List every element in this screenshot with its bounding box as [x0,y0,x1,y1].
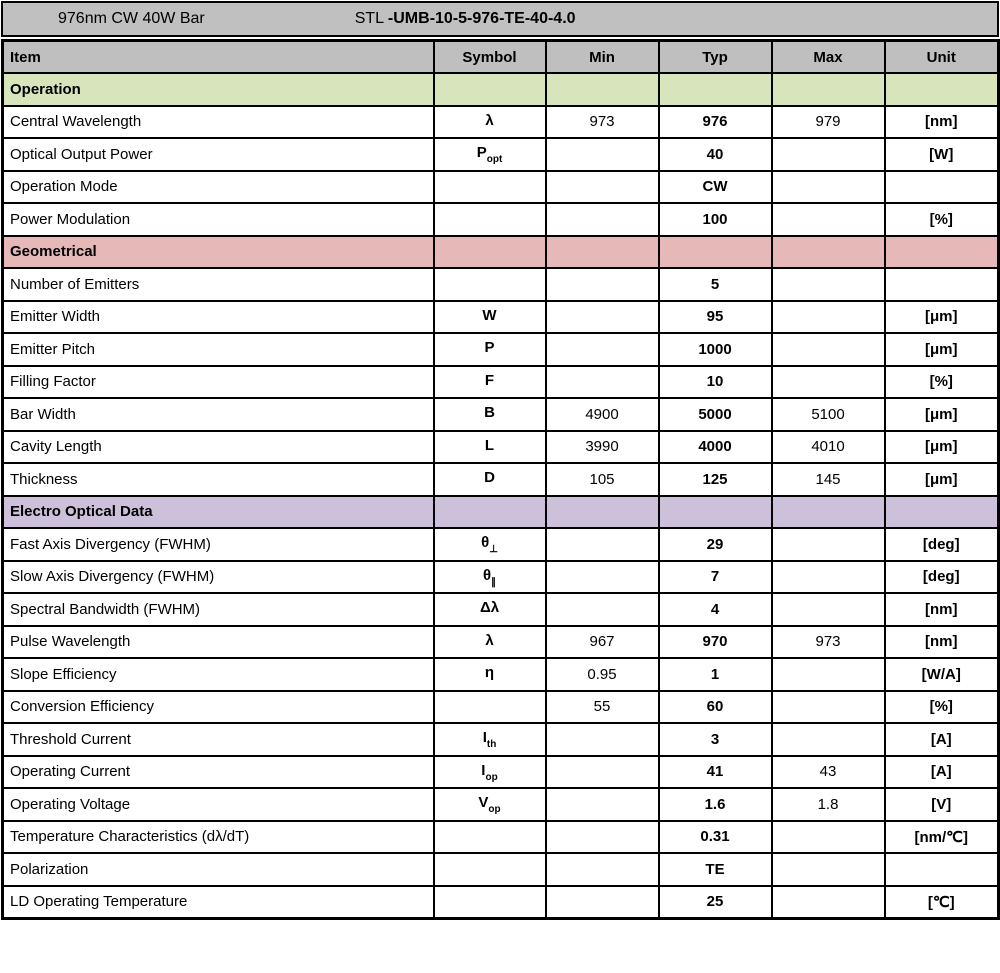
spec-row [3,821,999,854]
section-empty-cell [659,236,772,269]
item-cell: Emitter Width [3,301,434,334]
item-cell: Slow Axis Divergency (FWHM) [3,561,434,594]
symbol-text: I [481,761,486,779]
section-empty-cell [885,73,999,106]
column-header-row [3,41,999,74]
symbol-cell [434,203,546,236]
item-cell: Polarization [3,853,434,886]
min-cell: 0.95 [546,658,659,691]
item-cell: Temperature Characteristics (dλ/dT) [3,821,434,854]
typ-cell: 970 [659,626,772,659]
model-number [355,10,576,28]
symbol-subscript: op [488,804,501,816]
item-cell: Conversion Efficiency [3,691,434,724]
max-cell [772,723,885,756]
spec-row [3,431,999,464]
symbol-text: I [482,729,487,747]
symbol-cell [434,561,546,594]
symbol-cell [434,528,546,561]
typ-cell: TE [659,853,772,886]
symbol-text: λ [485,631,494,649]
max-cell [772,528,885,561]
max-cell [772,593,885,626]
min-cell: 4900 [546,398,659,431]
item-cell: Fast Axis Divergency (FWHM) [3,528,434,561]
typ-cell: 5 [659,268,772,301]
section-row [3,236,999,269]
symbol-cell [434,398,546,431]
unit-cell [885,853,999,886]
spec-row [3,886,999,919]
item-cell: Pulse Wavelength [3,626,434,659]
max-cell: 5100 [772,398,885,431]
max-cell [772,366,885,399]
symbol-cell [434,463,546,496]
spec-row [3,333,999,366]
item-cell: Power Modulation [3,203,434,236]
spec-row [3,366,999,399]
max-cell [772,138,885,171]
typ-cell: 0.31 [659,821,772,854]
typ-cell: 25 [659,886,772,919]
symbol-text: B [484,404,495,422]
column-header-symbol: Symbol [434,41,546,74]
item-cell: Central Wavelength [3,106,434,139]
typ-cell: 976 [659,106,772,139]
unit-cell [885,268,999,301]
symbol-text: D [484,469,495,487]
unit-cell: [μm] [885,333,999,366]
section-empty-cell [434,496,546,529]
symbol-cell [434,723,546,756]
symbol-subscript: opt [486,154,503,166]
section-row [3,496,999,529]
min-cell [546,853,659,886]
symbol-cell [434,138,546,171]
unit-cell: [%] [885,366,999,399]
typ-cell: CW [659,171,772,204]
typ-cell: 41 [659,756,772,789]
typ-cell: 3 [659,723,772,756]
typ-cell: 10 [659,366,772,399]
min-cell [546,723,659,756]
column-header-max: Max [772,41,885,74]
unit-cell: [W/A] [885,658,999,691]
spec-row [3,658,999,691]
item-cell: Filling Factor [3,366,434,399]
typ-cell: 5000 [659,398,772,431]
model-code: -UMB-10-5-976-TE-40-4.0 [387,10,576,27]
typ-cell: 60 [659,691,772,724]
min-cell: 973 [546,106,659,139]
unit-cell: [A] [885,723,999,756]
unit-cell: [μm] [885,463,999,496]
section-empty-cell [772,236,885,269]
min-cell [546,788,659,821]
symbol-cell [434,853,546,886]
symbol-subscript: th [486,739,497,751]
item-cell: Bar Width [3,398,434,431]
unit-cell: [deg] [885,528,999,561]
symbol-cell [434,333,546,366]
item-cell: Operating Current [3,756,434,789]
spec-row [3,171,999,204]
min-cell: 3990 [546,431,659,464]
spec-row [3,528,999,561]
max-cell [772,171,885,204]
max-cell: 4010 [772,431,885,464]
spec-row [3,788,999,821]
unit-cell: [deg] [885,561,999,594]
item-cell: Cavity Length [3,431,434,464]
unit-cell: [A] [885,756,999,789]
item-cell: Operating Voltage [3,788,434,821]
typ-cell: 4 [659,593,772,626]
section-empty-cell [659,496,772,529]
column-header-unit: Unit [885,41,999,74]
unit-cell: [nm] [885,626,999,659]
item-cell: Operation Mode [3,171,434,204]
column-header-min: Min [546,41,659,74]
section-row [3,73,999,106]
symbol-subscript: ∥ [491,576,497,588]
spec-row [3,593,999,626]
symbol-cell [434,268,546,301]
symbol-cell [434,788,546,821]
symbol-cell [434,431,546,464]
symbol-text: Δλ [479,599,500,617]
symbol-text: θ [482,566,492,584]
symbol-text: W [482,306,497,324]
symbol-cell [434,886,546,919]
spec-row [3,106,999,139]
min-cell [546,528,659,561]
item-cell: Optical Output Power [3,138,434,171]
symbol-cell [434,626,546,659]
symbol-text: λ [485,111,494,129]
max-cell [772,658,885,691]
item-cell: Emitter Pitch [3,333,434,366]
max-cell: 973 [772,626,885,659]
unit-cell: [nm/℃] [885,821,999,854]
section-label: Electro Optical Data [3,496,434,529]
min-cell [546,756,659,789]
min-cell [546,268,659,301]
product-title: 976nm CW 40W Bar [58,10,205,27]
spec-row [3,463,999,496]
symbol-text: P [484,339,495,357]
max-cell [772,691,885,724]
datasheet [1,1,999,920]
section-empty-cell [885,236,999,269]
symbol-subscript: op [485,771,498,783]
column-header-item: Item [3,41,434,74]
symbol-text: P [476,144,487,162]
typ-cell: 1 [659,658,772,691]
typ-cell: 29 [659,528,772,561]
min-cell: 105 [546,463,659,496]
unit-cell: [μm] [885,398,999,431]
item-cell: Spectral Bandwidth (FWHM) [3,593,434,626]
min-cell [546,333,659,366]
typ-cell: 7 [659,561,772,594]
symbol-subscript: ⊥ [489,544,498,556]
spec-row [3,203,999,236]
symbol-cell [434,301,546,334]
max-cell [772,821,885,854]
item-cell: LD Operating Temperature [3,886,434,919]
section-label: Operation [3,73,434,106]
typ-cell: 100 [659,203,772,236]
title-bar [1,1,999,37]
unit-cell [885,171,999,204]
unit-cell: [μm] [885,431,999,464]
min-cell [546,301,659,334]
max-cell [772,853,885,886]
max-cell: 1.8 [772,788,885,821]
unit-cell: [%] [885,203,999,236]
spec-row [3,626,999,659]
symbol-cell [434,756,546,789]
min-cell: 55 [546,691,659,724]
unit-cell: [℃] [885,886,999,919]
section-empty-cell [434,73,546,106]
section-label: Geometrical [3,236,434,269]
min-cell [546,886,659,919]
spec-table [1,39,1000,920]
min-cell [546,561,659,594]
unit-cell: [μm] [885,301,999,334]
spec-row [3,723,999,756]
min-cell [546,171,659,204]
unit-cell: [V] [885,788,999,821]
section-empty-cell [546,236,659,269]
symbol-text: L [484,436,495,454]
typ-cell: 95 [659,301,772,334]
symbol-text: V [478,794,489,812]
spec-row [3,301,999,334]
symbol-text: η [484,664,495,682]
max-cell [772,301,885,334]
spec-row [3,138,999,171]
spec-row [3,561,999,594]
column-header-typ: Typ [659,41,772,74]
max-cell [772,561,885,594]
section-empty-cell [772,73,885,106]
symbol-cell [434,821,546,854]
symbol-cell [434,366,546,399]
typ-cell: 40 [659,138,772,171]
unit-cell: [nm] [885,593,999,626]
section-empty-cell [885,496,999,529]
min-cell: 967 [546,626,659,659]
unit-cell: [nm] [885,106,999,139]
item-cell: Number of Emitters [3,268,434,301]
max-cell [772,333,885,366]
item-cell: Threshold Current [3,723,434,756]
min-cell [546,138,659,171]
spec-row [3,756,999,789]
spec-row [3,398,999,431]
spec-table-body [3,73,999,918]
symbol-cell [434,658,546,691]
typ-cell: 125 [659,463,772,496]
max-cell [772,203,885,236]
min-cell [546,203,659,236]
item-cell: Slope Efficiency [3,658,434,691]
spec-row [3,853,999,886]
symbol-cell [434,106,546,139]
unit-cell: [W] [885,138,999,171]
section-empty-cell [546,496,659,529]
section-empty-cell [659,73,772,106]
typ-cell: 1000 [659,333,772,366]
min-cell [546,821,659,854]
section-empty-cell [546,73,659,106]
model-prefix: STL [354,10,388,27]
symbol-text: F [484,371,495,389]
symbol-cell [434,593,546,626]
spec-row [3,691,999,724]
section-empty-cell [772,496,885,529]
spec-row [3,268,999,301]
symbol-cell [434,171,546,204]
symbol-text: θ [481,534,490,552]
typ-cell: 4000 [659,431,772,464]
min-cell [546,366,659,399]
section-empty-cell [434,236,546,269]
unit-cell: [%] [885,691,999,724]
max-cell [772,268,885,301]
symbol-cell [434,691,546,724]
max-cell: 979 [772,106,885,139]
max-cell: 145 [772,463,885,496]
max-cell: 43 [772,756,885,789]
min-cell [546,593,659,626]
typ-cell: 1.6 [659,788,772,821]
item-cell: Thickness [3,463,434,496]
max-cell [772,886,885,919]
